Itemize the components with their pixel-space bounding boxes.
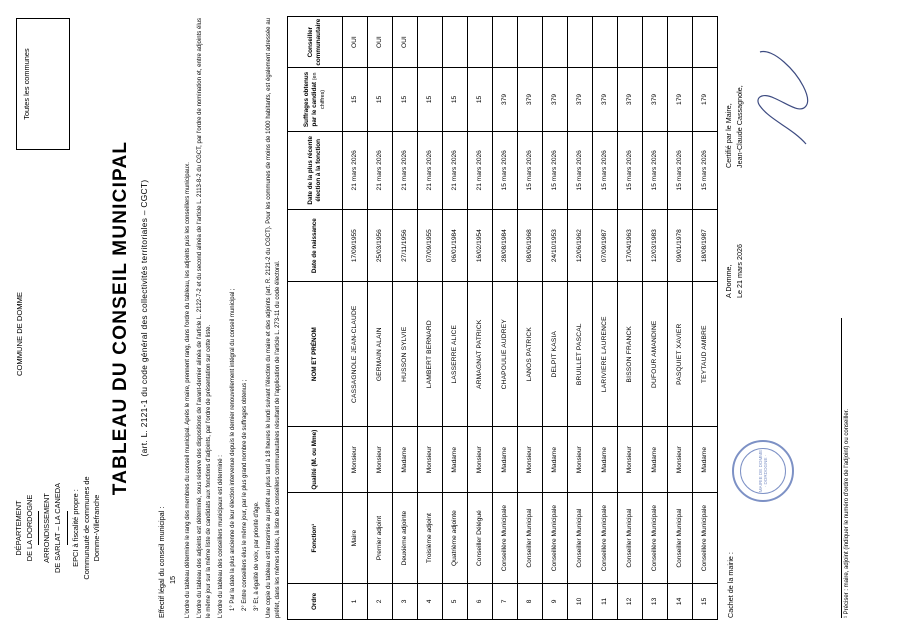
departement-label: DÉPARTEMENT [14,500,23,556]
cell-fonction: Conseillère Municipale [543,493,568,583]
cell-conseiller-communautaire [468,17,493,68]
cell-conseiller-communautaire [643,17,668,68]
cell-date-election: 15 mars 2026 [693,131,718,209]
cell-ordre: 15 [693,583,718,619]
cell-nom-prenom: PASQUIET XAVIER [668,282,693,427]
cell-conseiller-communautaire [668,17,693,68]
cell-nom-prenom: LASSERRE ALICE [443,282,468,427]
cell-suffrages: 379 [593,68,618,131]
table-row [343,17,368,620]
cell-suffrages: 179 [693,68,718,131]
cell-suffrages: 15 [468,68,493,131]
cell-suffrages: 15 [368,68,393,131]
cell-nom-prenom: CHAPOULIE AUDREY [493,282,518,427]
cell-fonction: Conseiller Municipal [518,493,543,583]
table-row [643,17,668,620]
cell-date-election: 15 mars 2026 [668,131,693,209]
council-members-table [287,16,718,620]
cell-nom-prenom: DELPIT KASIA [543,282,568,427]
cell-qualite: Madame [443,427,468,493]
cell-nom-prenom: BRUILLET PASCAL [568,282,593,427]
cell-suffrages: 15 [343,68,368,131]
legal-note-1: L'ordre du tableau détermine le rang des membres du conseil municipal. Après le maire, prennent rang, dans l'ordre du tableau, les adjoints puis les conseillers municipaux. [185,162,192,618]
cell-fonction: Conseiller Municipal [668,493,693,583]
cell-date-naissance: 17/04/1963 [618,209,643,281]
cell-conseiller-communautaire [693,17,718,68]
cell-ordre: 3 [393,583,418,619]
epci-name-1: Communauté de communes de [81,476,91,580]
cell-nom-prenom: BISSON FRANCK [618,282,643,427]
scope-label: Toutes les communes [22,48,31,120]
cell-fonction: Conseillère Municipale [493,493,518,583]
cell-conseiller-communautaire [493,17,518,68]
cell-date-naissance: 07/09/1955 [418,209,443,281]
document-header [14,16,106,620]
cell-ordre: 5 [443,583,468,619]
cell-fonction: Deuxième adjointe [393,493,418,583]
commune-name: COMMUNE DE DOMME [15,292,24,376]
legal-note-2: L'ordre du tableau des adjoints est déterminé, sous réserve des dispositions de l'avant-dernier alinéa de l'article L. 2122-7-2 et du second alinéa de l'article L. 2113-8-2 du CGCT, par l'ordre de nomination et, entre adjoints élus le même jour sur la même liste de candidats aux fonctions d'adjoints, par l'ordre de présentation sur cette liste. [197,18,213,618]
cell-nom-prenom: LANOS PATRICK [518,282,543,427]
cell-suffrages: 379 [493,68,518,131]
cell-date-election: 21 mars 2026 [393,131,418,209]
departement-name: DE LA DORDOGNE [24,494,34,562]
cell-date-election: 21 mars 2026 [468,131,493,209]
cell-ordre: 6 [468,583,493,619]
cell-ordre: 11 [593,583,618,619]
cell-qualite: Monsieur [618,427,643,493]
cell-qualite: Monsieur [368,427,393,493]
cell-qualite: Monsieur [568,427,593,493]
cell-qualite: Madame [543,427,568,493]
cell-date-naissance: 08/06/1968 [518,209,543,281]
header-left-block [14,438,103,618]
date-line: Le 21 mars 2026 [734,244,744,298]
cell-date-election: 21 mars 2026 [418,131,443,209]
arrondissement-name: DE SARLAT – LA CANEDA [53,482,63,574]
cell-qualite: Madame [493,427,518,493]
cell-suffrages: 379 [518,68,543,131]
table-row [468,17,493,620]
cell-ordre: 10 [568,583,593,619]
cell-conseiller-communautaire [618,17,643,68]
cell-suffrages: 379 [643,68,668,131]
cell-qualite: Madame [643,427,668,493]
certify-line-1: Certifié par le Maire, [724,103,734,168]
epci-label: EPCI à fiscalité propre : [70,489,80,567]
cell-fonction: Maire [343,493,368,583]
cell-date-election: 15 mars 2026 [493,131,518,209]
cell-nom-prenom: LAMBERT BERNARD [418,282,443,427]
cell-date-naissance: 07/09/1987 [593,209,618,281]
table-body [343,17,718,620]
cell-date-naissance: 18/08/1987 [693,209,718,281]
cell-date-election: 21 mars 2026 [443,131,468,209]
table-row [568,17,593,620]
cell-nom-prenom: HUSSON SYLVIE [393,282,418,427]
cell-conseiller-communautaire: OUI [393,17,418,68]
cell-date-naissance: 16/02/1954 [468,209,493,281]
cell-date-naissance: 06/01/1984 [443,209,468,281]
cell-date-naissance: 28/08/1984 [493,209,518,281]
cell-date-election: 21 mars 2026 [368,131,393,209]
table-row [668,17,693,620]
cell-nom-prenom: TEYTAUD AMBRE [693,282,718,427]
cell-nom-prenom: GERMAIN ALAIN [368,282,393,427]
cell-date-election: 15 mars 2026 [518,131,543,209]
place-line: A Domme, [724,264,734,298]
cell-qualite: Madame [693,427,718,493]
cell-nom-prenom: LARIVIERE LAURENCE [593,282,618,427]
cachet-label: Cachet de la mairie : [726,552,736,618]
legal-note-3: L'ordre du tableau des conseillers municipaux est déterminé : [218,455,225,618]
cell-fonction: Premier adjoint [368,493,393,583]
cell-date-election: 21 mars 2026 [343,131,368,209]
cell-nom-prenom: ARMAGNAT PATRICK [468,282,493,427]
cell-qualite: Monsieur [518,427,543,493]
table-row [543,17,568,620]
cell-nom-prenom: DUFOUR AMANDINE [643,282,668,427]
legal-notes [184,18,283,618]
page-title: TABLEAU DU CONSEIL MUNICIPAL [110,140,131,496]
cell-date-election: 15 mars 2026 [618,131,643,209]
cell-date-naissance: 12/03/1983 [643,209,668,281]
certification-block [724,85,746,168]
cell-conseiller-communautaire: OUI [368,17,393,68]
cell-conseiller-communautaire: OUI [343,17,368,68]
cell-suffrages: 379 [543,68,568,131]
cell-date-naissance: 25/03/1956 [368,209,393,281]
col-suffrages [288,68,343,131]
cell-qualite: Monsieur [668,427,693,493]
mairie-stamp-inner: MAIRIE DE DOMME · DORDOGNE · [740,448,786,494]
table-row [418,17,443,620]
col-suffrages-sub: (en chiffres) [312,72,327,109]
col-qualite: Qualité (M. ou Mme) [288,427,343,493]
cell-ordre: 13 [643,583,668,619]
document-footer [724,16,851,620]
table-row [393,17,418,620]
col-fonction: Fonction¹ [288,493,343,583]
arrondissement-label: ARRONDISSEMENT [42,493,52,563]
table-row [518,17,543,620]
cell-fonction: Conseiller Délégué [468,493,493,583]
col-conseiller-communautaire: Conseiller communautaire [288,17,343,68]
cell-qualite: Madame [393,427,418,493]
cell-date-naissance: 12/06/1962 [568,209,593,281]
cell-date-election: 15 mars 2026 [593,131,618,209]
cell-ordre: 1 [343,583,368,619]
cell-suffrages: 379 [568,68,593,131]
cell-fonction: Conseiller Municipal [568,493,593,583]
table-row [693,17,718,620]
scope-box [16,18,70,150]
cell-fonction: Troisième adjoint [418,493,443,583]
cell-date-election: 15 mars 2026 [568,131,593,209]
cell-suffrages: 15 [418,68,443,131]
legal-note-6: 3° Et, à égalité de voix, par priorité d'âge. [254,501,261,611]
cell-ordre: 14 [668,583,693,619]
cell-conseiller-communautaire [593,17,618,68]
legal-note-5: 2° Entre conseillers élus le même jour, par le plus grand nombre de suffrages obtenus ; [242,379,249,611]
cell-nom-prenom: CASSAGNOLE JEAN-CLAUDE [343,282,368,427]
cell-fonction: Conseillère Municipale [693,493,718,583]
cell-ordre: 4 [418,583,443,619]
cell-fonction: Conseiller Municipal [618,493,643,583]
col-suffrages-label: Suffrages obtenus par le candidat [303,71,319,128]
cell-qualite: Madame [593,427,618,493]
effectif-block [157,16,178,618]
cell-conseiller-communautaire [518,17,543,68]
col-date-election: Date de la plus récente élection à la fonction [288,131,343,209]
table-row [443,17,468,620]
cell-qualite: Monsieur [468,427,493,493]
table-row [618,17,643,620]
cell-date-naissance: 24/10/1953 [543,209,568,281]
cell-fonction: Conseillère Municipale [643,493,668,583]
cell-suffrages: 15 [393,68,418,131]
cell-suffrages: 379 [618,68,643,131]
cell-date-naissance: 27/11/1956 [393,209,418,281]
cell-ordre: 7 [493,583,518,619]
cell-date-naissance: 17/09/1955 [343,209,368,281]
cell-conseiller-communautaire [418,17,443,68]
cell-conseiller-communautaire [443,17,468,68]
cell-conseiller-communautaire [568,17,593,68]
col-nom-prenom: NOM ET PRÉNOM [288,282,343,427]
place-date-block [724,244,746,298]
cell-ordre: 12 [618,583,643,619]
page-subtitle: (art. L. 2121-1 du code général des collectivités territoriales – CGCT) [139,179,149,457]
legal-note-7: Une copie du tableau est transmise au préfet au plus tard à 18 heures le lundi suivant l'élection du maire et des adjoints (art. R. 2121-2 du CGCT). Pour les communes de moins de 1000 habitants, est également adressée au préfet, dans les mêmes délais, la liste des conseillers communautaires résultant de l'application de l'article L. 273-11 du code électoral. [266,18,282,618]
cell-fonction: Quatrième adjointe [443,493,468,583]
cell-suffrages: 15 [443,68,468,131]
cell-qualite: Monsieur [418,427,443,493]
table-row [493,17,518,620]
table-header-row [288,17,343,620]
table-row [368,17,393,620]
cell-ordre: 8 [518,583,543,619]
footnote: ¹ Préciser : maire, adjoint (indiquer le numéro d'ordre de l'adjoint) ou conseiller. [841,318,850,618]
cell-date-election: 15 mars 2026 [643,131,668,209]
legal-note-4: 1° Par la date la plus ancienne de leur élection intervenue depuis le dernier renouvellement intégral du conseil municipal ; [230,288,237,611]
cell-conseiller-communautaire [543,17,568,68]
col-ordre: Ordre [288,583,343,619]
cell-ordre: 2 [368,583,393,619]
cell-qualite: Monsieur [343,427,368,493]
cell-fonction: Conseillère Municipale [593,493,618,583]
effectif-value: 15 [167,575,177,584]
epci-name-2: Domme-Villefranche [92,494,102,562]
certify-line-2: Jean-Claude Cassagnole, [734,85,744,168]
effectif-label: Effectif légal du conseil municipal : [157,506,166,618]
cell-date-election: 15 mars 2026 [543,131,568,209]
cell-suffrages: 179 [668,68,693,131]
divider-1 [38,511,39,545]
mairie-stamp-icon [732,440,794,502]
col-date-naissance: Date de naissance [288,209,343,281]
signature-scribble [748,30,818,150]
cell-date-naissance: 09/01/1978 [668,209,693,281]
header-center-block [14,244,25,424]
table-row [593,17,618,620]
cell-ordre: 9 [543,583,568,619]
divider-2 [67,511,68,545]
